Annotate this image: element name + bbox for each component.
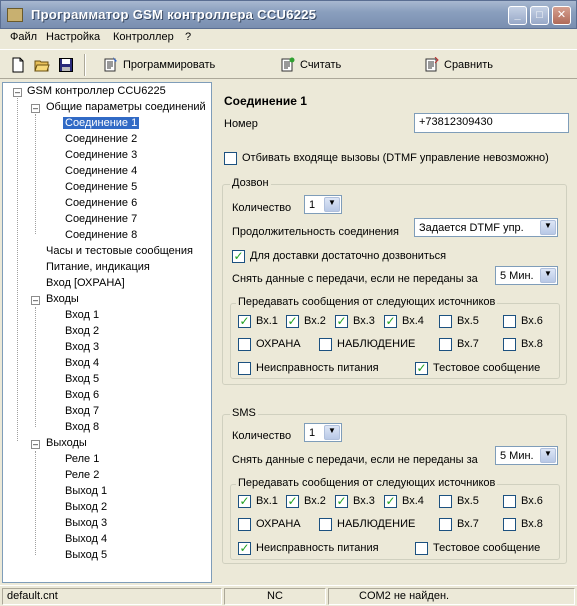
tree-item-inputs[interactable]: Входы bbox=[46, 293, 79, 305]
sms-in7-checkbox[interactable] bbox=[439, 518, 452, 531]
status-file: default.cnt bbox=[2, 588, 222, 605]
tree-item-input-4[interactable]: Вход 4 bbox=[65, 357, 100, 369]
tree-item-outputs[interactable]: Выходы bbox=[46, 437, 87, 449]
dial-in3-checkbox[interactable]: ✓ bbox=[336, 314, 347, 328]
sms-in5-checkbox[interactable] bbox=[439, 495, 452, 508]
number-label: Номер bbox=[224, 118, 258, 130]
dial-in6-checkbox[interactable] bbox=[503, 315, 516, 328]
tree-root[interactable]: GSM контроллер CCU6225 bbox=[27, 85, 166, 97]
tree-collapse-icon[interactable]: – bbox=[32, 439, 38, 449]
reject-calls-checkbox[interactable] bbox=[224, 152, 237, 165]
tree-item-connection-7[interactable]: Соединение 7 bbox=[65, 213, 138, 225]
sms-in4-checkbox[interactable]: ✓ bbox=[385, 494, 396, 508]
title-bar bbox=[0, 0, 577, 29]
window-title: Программатор GSM контроллера CCU6225 bbox=[31, 7, 317, 22]
sms-watch-checkbox[interactable] bbox=[319, 518, 332, 531]
sms-in8-label: Вх.8 bbox=[521, 518, 543, 530]
tree-item-relay-1[interactable]: Реле 1 bbox=[65, 453, 100, 465]
dial-sources-title: Передавать сообщения от следующих источников bbox=[238, 296, 496, 308]
tree-item-connection-5[interactable]: Соединение 5 bbox=[65, 181, 138, 193]
chevron-down-icon: ▼ bbox=[540, 448, 556, 463]
tree-collapse-icon[interactable]: – bbox=[32, 103, 38, 113]
chevron-down-icon: ▼ bbox=[324, 425, 340, 440]
sms-test-msg-checkbox[interactable] bbox=[415, 542, 428, 555]
tree-item-input-6[interactable]: Вход 6 bbox=[65, 389, 100, 401]
minimize-icon[interactable]: _ bbox=[508, 6, 527, 25]
sms-in4-label: Вх.4 bbox=[402, 495, 424, 507]
dial-power-fault-checkbox[interactable] bbox=[238, 362, 251, 375]
menu-help[interactable]: ? bbox=[185, 31, 192, 43]
menu-controller[interactable]: Контроллер bbox=[113, 31, 174, 43]
tree-item-connection-3[interactable]: Соединение 3 bbox=[65, 149, 138, 161]
dial-duration-select[interactable]: Задается DTMF упр. ▼ bbox=[414, 218, 558, 237]
sms-in3-label: Вх.3 bbox=[353, 495, 375, 507]
dial-remove-label: Снять данные с передачи, если не переданы за bbox=[232, 273, 478, 285]
dial-in3-label: Вх.3 bbox=[353, 315, 375, 327]
sms-in2-checkbox[interactable]: ✓ bbox=[287, 494, 298, 508]
sms-sources-title: Передавать сообщения от следующих источников bbox=[238, 477, 496, 489]
dial-in4-checkbox[interactable]: ✓ bbox=[385, 314, 396, 328]
dial-count-label: Количество bbox=[232, 202, 292, 214]
reject-calls-label: Отбивать входяще вызовы (DTMF управление невозможно) bbox=[242, 152, 549, 164]
sms-count-label: Количество bbox=[232, 430, 292, 442]
sms-test-msg-label: Тестовое сообщение bbox=[433, 542, 541, 554]
chevron-down-icon: ▼ bbox=[540, 268, 556, 283]
sms-in3-checkbox[interactable]: ✓ bbox=[336, 494, 347, 508]
dial-test-msg-label: Тестовое сообщение bbox=[433, 362, 541, 374]
dial-duration-label: Продолжительность соединения bbox=[232, 226, 399, 238]
tree-item-input-1[interactable]: Вход 1 bbox=[65, 309, 100, 321]
sms-remove-label: Снять данные с передачи, если не переданы за bbox=[232, 454, 478, 466]
dial-in7-label: Вх.7 bbox=[457, 338, 479, 350]
dial-in5-checkbox[interactable] bbox=[439, 315, 452, 328]
dial-count-select[interactable]: 1 ▼ bbox=[304, 195, 342, 214]
sms-power-fault-checkbox[interactable]: ✓ bbox=[239, 541, 250, 555]
close-icon[interactable]: ✕ bbox=[552, 6, 571, 25]
dial-power-fault-label: Неисправность питания bbox=[256, 362, 379, 374]
dial-group-title: Дозвон bbox=[232, 177, 269, 189]
read-icon bbox=[281, 57, 295, 72]
tree-item-guard[interactable]: Вход [ОХРАНА] bbox=[46, 277, 125, 289]
dial-watch-checkbox[interactable] bbox=[319, 338, 332, 351]
sms-guard-label: ОХРАНА bbox=[256, 518, 301, 530]
toolbar bbox=[0, 49, 577, 79]
tree-collapse-icon[interactable]: – bbox=[32, 295, 38, 305]
compare-button[interactable]: Сравнить bbox=[425, 57, 500, 73]
tree-item-relay-2[interactable]: Реле 2 bbox=[65, 469, 100, 481]
dial-in4-label: Вх.4 bbox=[402, 315, 424, 327]
sms-count-select[interactable]: 1 ▼ bbox=[304, 423, 342, 442]
tree-item-power[interactable]: Питание, индикация bbox=[46, 261, 150, 273]
status-bar bbox=[0, 585, 577, 606]
open-folder-icon[interactable] bbox=[34, 57, 50, 73]
tree-line bbox=[35, 451, 36, 555]
tree-item-output-4[interactable]: Выход 4 bbox=[65, 533, 108, 545]
dial-watch-label: НАБЛЮДЕНИЕ bbox=[337, 338, 416, 350]
dial-in1-checkbox[interactable]: ✓ bbox=[239, 314, 250, 328]
sms-guard-checkbox[interactable] bbox=[238, 518, 251, 531]
sms-remove-select[interactable]: 5 Мин. ▼ bbox=[495, 446, 558, 465]
dial-enough-label: Для доставки достаточно дозвониться bbox=[250, 250, 447, 262]
tree-item-clock[interactable]: Часы и тестовые сообщения bbox=[46, 245, 193, 257]
panel-title: Соединение 1 bbox=[224, 94, 307, 108]
sms-in6-label: Вх.6 bbox=[521, 495, 543, 507]
sms-in1-label: Вх.1 bbox=[256, 495, 278, 507]
dial-guard-checkbox[interactable] bbox=[238, 338, 251, 351]
dial-test-msg-checkbox[interactable]: ✓ bbox=[416, 361, 427, 375]
tree-item-input-2[interactable]: Вход 2 bbox=[65, 325, 100, 337]
toolbar-separator bbox=[84, 54, 86, 76]
tree-item-input-5[interactable]: Вход 5 bbox=[65, 373, 100, 385]
tree-item-output-5[interactable]: Выход 5 bbox=[65, 549, 108, 561]
menu-settings[interactable]: Настройка bbox=[46, 31, 101, 43]
dial-in1-label: Вх.1 bbox=[256, 315, 278, 327]
menu-bar bbox=[0, 29, 577, 47]
tree-line bbox=[35, 114, 36, 234]
tree-item-connection-6[interactable]: Соединение 6 bbox=[65, 197, 138, 209]
chevron-down-icon: ▼ bbox=[324, 197, 340, 212]
sms-watch-label: НАБЛЮДЕНИЕ bbox=[337, 518, 416, 530]
read-button[interactable]: Считать bbox=[281, 57, 351, 73]
tree-item-connection-1[interactable]: Соединение 1 bbox=[65, 117, 138, 129]
dial-guard-label: ОХРАНА bbox=[256, 338, 301, 350]
tree-item-input-7[interactable]: Вход 7 bbox=[65, 405, 100, 417]
sms-in2-label: Вх.2 bbox=[304, 495, 326, 507]
connection-panel bbox=[214, 82, 573, 583]
tree-item-connection-4[interactable]: Соединение 4 bbox=[65, 165, 138, 177]
menu-file[interactable]: Файл bbox=[10, 31, 38, 43]
tree-line bbox=[17, 98, 18, 441]
dial-enough-checkbox[interactable]: ✓ bbox=[233, 249, 244, 263]
dial-in8-label: Вх.8 bbox=[521, 338, 543, 350]
program-icon bbox=[104, 57, 118, 72]
dial-in7-checkbox[interactable] bbox=[439, 338, 452, 351]
settings-tree[interactable] bbox=[2, 82, 212, 583]
dial-in8-checkbox[interactable] bbox=[503, 338, 516, 351]
sms-in7-label: Вх.7 bbox=[457, 518, 479, 530]
sms-in5-label: Вх.5 bbox=[457, 495, 479, 507]
dial-in5-label: Вх.5 bbox=[457, 315, 479, 327]
tree-item-connection-8[interactable]: Соединение 8 bbox=[65, 229, 138, 241]
sms-power-fault-label: Неисправность питания bbox=[256, 542, 379, 554]
sms-in6-checkbox[interactable] bbox=[503, 495, 516, 508]
app-icon bbox=[7, 8, 23, 22]
sms-group-title: SMS bbox=[232, 407, 256, 419]
compare-icon bbox=[425, 57, 439, 72]
new-file-icon[interactable] bbox=[10, 57, 26, 73]
sms-in8-checkbox[interactable] bbox=[503, 518, 516, 531]
tree-item-connection-2[interactable]: Соединение 2 bbox=[65, 133, 138, 145]
chevron-down-icon: ▼ bbox=[540, 220, 556, 235]
tree-item-input-3[interactable]: Вход 3 bbox=[65, 341, 100, 353]
status-state: NC bbox=[224, 588, 326, 605]
dial-in2-label: Вх.2 bbox=[304, 315, 326, 327]
status-port: COM2 не найден. bbox=[328, 588, 575, 605]
number-input[interactable]: +73812309430 bbox=[414, 113, 569, 133]
tree-item-output-1[interactable]: Выход 1 bbox=[65, 485, 108, 497]
tree-item-input-8[interactable]: Вход 8 bbox=[65, 421, 100, 433]
tree-item-output-3[interactable]: Выход 3 bbox=[65, 517, 108, 529]
tree-collapse-icon[interactable]: – bbox=[14, 87, 20, 97]
tree-item-output-2[interactable]: Выход 2 bbox=[65, 501, 108, 513]
maximize-icon[interactable]: □ bbox=[530, 6, 549, 25]
tree-item-general[interactable]: Общие параметры соединений bbox=[46, 101, 206, 113]
dial-remove-select[interactable]: 5 Мин. ▼ bbox=[495, 266, 558, 285]
dial-in2-checkbox[interactable]: ✓ bbox=[287, 314, 298, 328]
tree-line bbox=[35, 307, 36, 427]
dial-in6-label: Вх.6 bbox=[521, 315, 543, 327]
program-button[interactable]: Программировать bbox=[104, 57, 224, 73]
save-icon[interactable] bbox=[58, 57, 74, 73]
sms-in1-checkbox[interactable]: ✓ bbox=[239, 494, 250, 508]
